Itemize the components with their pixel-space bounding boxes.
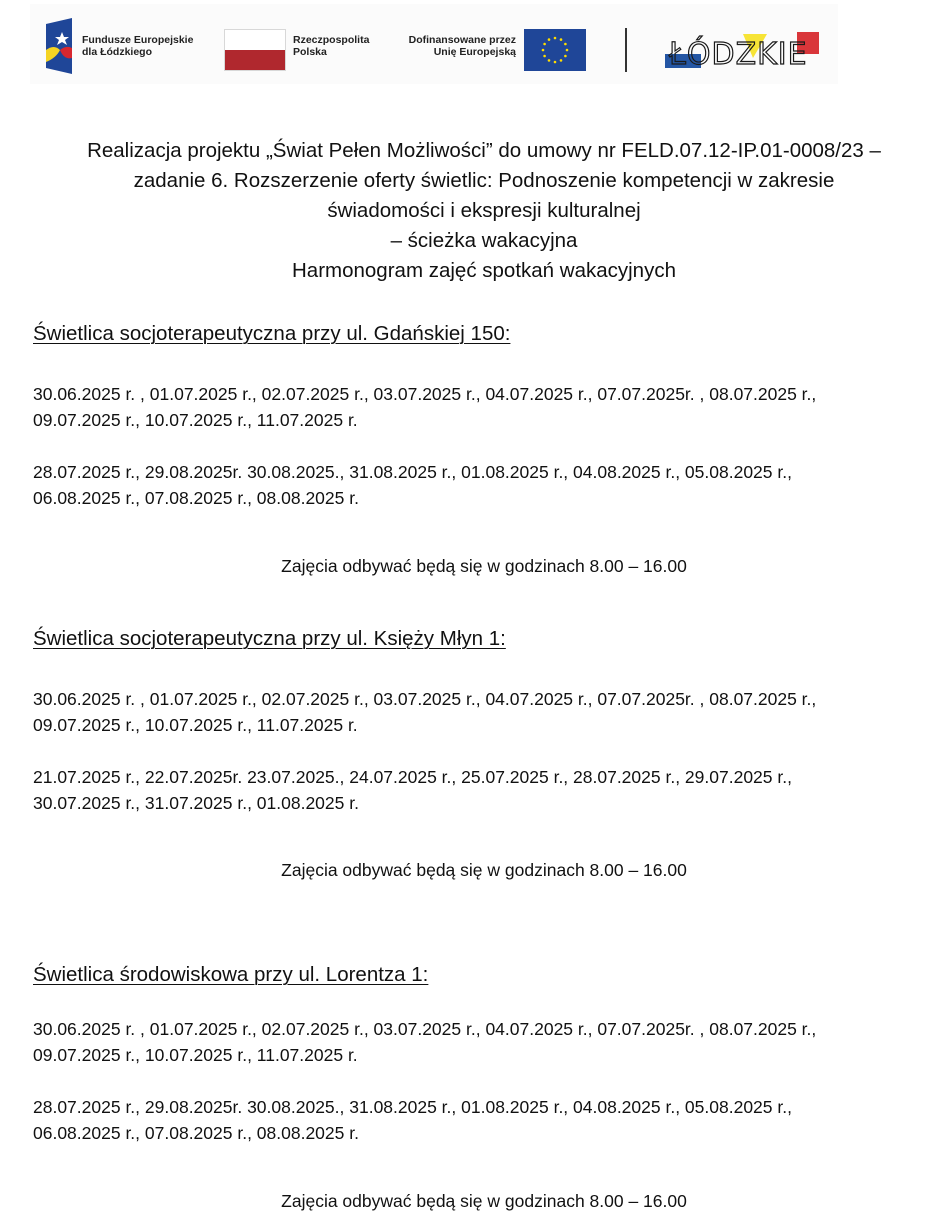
rzeczpospolita-polska-label [293, 34, 369, 58]
eu-label-line: Dofinansowane przez [408, 34, 516, 46]
section-heading-lorentza: Świetlica środowiskowa przy ul. Lorentza 1: [33, 963, 429, 986]
date-line: 30.07.2025 r., 31.07.2025 r., 01.08.2025 r. [33, 793, 359, 813]
date-group [33, 1016, 933, 1068]
pl-label-line: Polska [293, 46, 327, 58]
date-line: 30.06.2025 r. , 01.07.2025 r., 02.07.2025 r., 03.07.2025 r., 04.07.2025 r., 07.07.2025r. , 08.07.2025 r., [33, 689, 817, 709]
date-line: 30.06.2025 r. , 01.07.2025 r., 02.07.2025 r., 03.07.2025 r., 04.07.2025 r., 07.07.2025r. , 08.07.2025 r., [33, 384, 817, 404]
polish-flag-icon [224, 29, 286, 71]
lodzkie-logo-icon [665, 24, 835, 74]
title-line: Realizacja projektu „Świat Pełen Możliwości” do umowy nr FELD.07.12-IP.01-0008/23 – [87, 139, 881, 162]
pl-label-line: Rzeczpospolita [293, 34, 370, 46]
title-line: – ścieżka wakacyjna [390, 229, 578, 252]
fe-label-line: dla Łódzkiego [82, 46, 153, 58]
fe-label-line: Fundusze Europejskie [82, 34, 194, 46]
date-group [33, 1094, 933, 1146]
date-group [33, 764, 933, 816]
hours-note: Zajęcia odbywać będą się w godzinach 8.00 – 16.00 [281, 860, 687, 880]
date-line: 06.08.2025 r., 07.08.2025 r., 08.08.2025 r. [33, 1123, 359, 1143]
date-line: 21.07.2025 r., 22.07.2025r. 23.07.2025., 24.07.2025 r., 25.07.2025 r., 28.07.2025 r., 29.07.2025 r., [33, 767, 792, 787]
date-line: 09.07.2025 r., 10.07.2025 r., 11.07.2025 r. [33, 1045, 358, 1065]
svg-text:ŁÓDZKIE: ŁÓDZKIE [669, 37, 808, 72]
date-group [33, 686, 933, 738]
eu-flag-icon [524, 29, 586, 71]
fundusze-europejskie-label [82, 34, 193, 58]
date-line: 09.07.2025 r., 10.07.2025 r., 11.07.2025 r. [33, 715, 358, 735]
eu-label-line: Unię Europejską [433, 46, 516, 58]
date-line: 30.06.2025 r. , 01.07.2025 r., 02.07.2025 r., 03.07.2025 r., 04.07.2025 r., 07.07.2025r. , 08.07.2025 r., [33, 1019, 817, 1039]
section-heading-gdanska: Świetlica socjoterapeutyczna przy ul. Gdańskiej 150: [33, 322, 511, 345]
date-group [33, 381, 933, 433]
hours-note: Zajęcia odbywać będą się w godzinach 8.00 – 16.00 [281, 556, 687, 576]
hours-note: Zajęcia odbywać będą się w godzinach 8.00 – 16.00 [281, 1191, 687, 1211]
section-heading-ksiezy-mlyn: Świetlica socjoterapeutyczna przy ul. Księży Młyn 1: [33, 627, 506, 650]
eu-funding-label [398, 34, 516, 58]
logo-divider [625, 28, 627, 72]
title-line: zadanie 6. Rozszerzenie oferty świetlic: Podnoszenie kompetencji w zakresie [133, 169, 835, 192]
document-title [20, 136, 938, 286]
title-line: Harmonogram zajęć spotkań wakacyjnych [292, 259, 676, 282]
title-line: świadomości i ekspresji kulturalnej [327, 199, 641, 222]
date-group [33, 459, 933, 511]
date-line: 28.07.2025 r., 29.08.2025r. 30.08.2025., 31.08.2025 r., 01.08.2025 r., 04.08.2025 r., 05.08.2025 r., [33, 462, 792, 482]
date-line: 28.07.2025 r., 29.08.2025r. 30.08.2025., 31.08.2025 r., 01.08.2025 r., 04.08.2025 r., 05.08.2025 r., [33, 1097, 792, 1117]
logo-strip [30, 4, 838, 84]
fundusze-europejskie-logo-icon [46, 18, 72, 74]
date-line: 06.08.2025 r., 07.08.2025 r., 08.08.2025 r. [33, 488, 359, 508]
date-line: 09.07.2025 r., 10.07.2025 r., 11.07.2025 r. [33, 410, 358, 430]
